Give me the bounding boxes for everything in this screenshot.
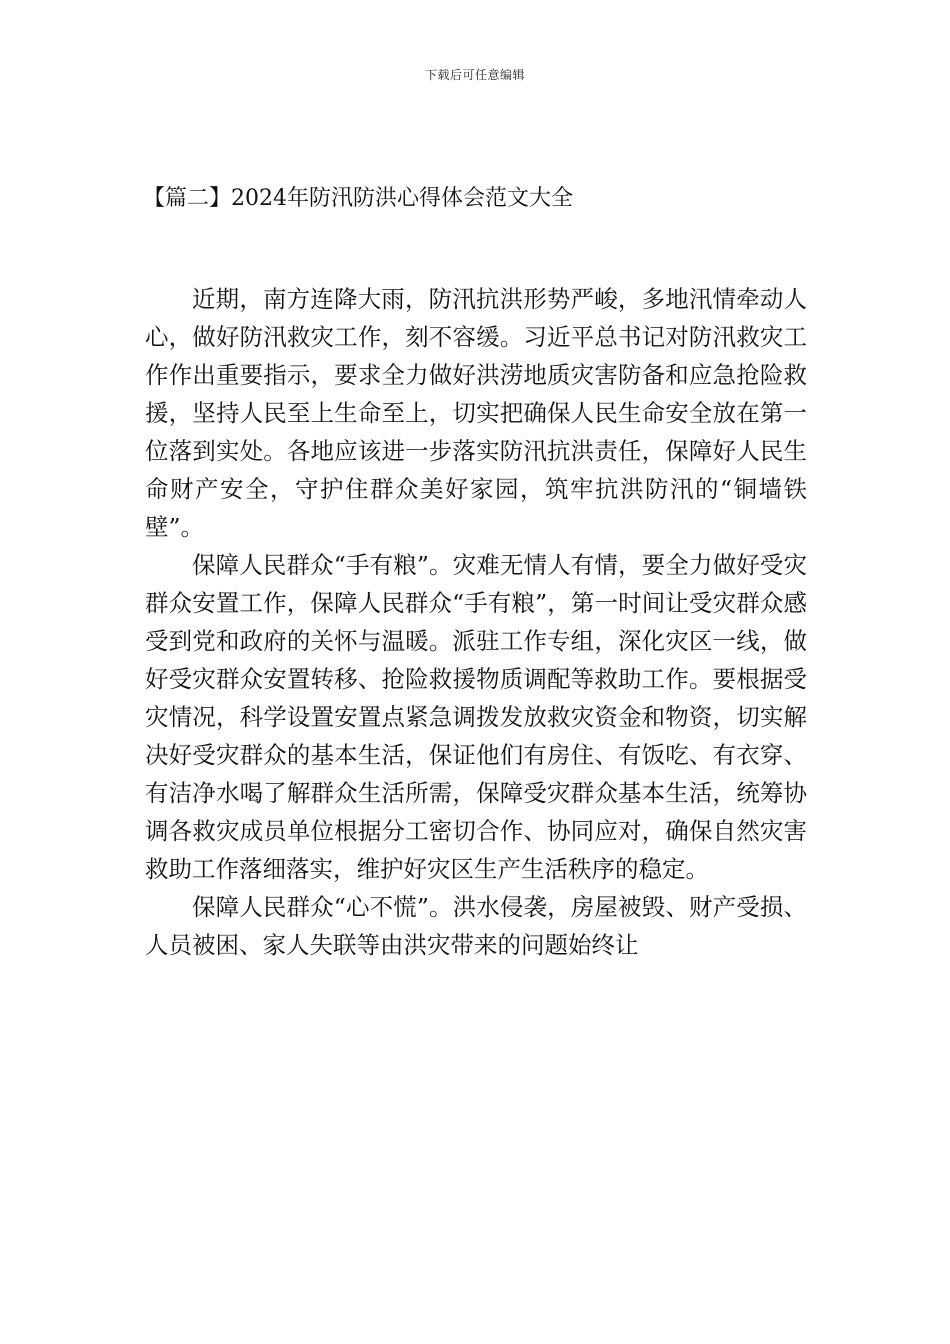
document-title: 【篇二】2024年防汛防洪心得体会范文大全 (143, 186, 573, 211)
paragraph-1: 近期，南方连降大雨，防汛抗洪形势严峻，多地汛情牵动人心，做好防汛救灾工作，刻不容缓。习近平总书记对防汛救灾工作作出重要指示，要求全力做好洪涝地质灾害防备和应急抢险救援，坚持人民至上生命至上，切实把确保人民生命安全放在第一位落到实处。各地应该进一步落实防汛抗洪责任，保障好人民生命财产安全，守护住群众美好家园，筑牢抗洪防汛的“铜墙铁壁”。 (145, 285, 807, 541)
paragraph-2: 保障人民群众“手有粮”。灾难无情人有情，要全力做好受灾群众安置工作，保障人民群众“手有粮”，第一时间让受灾群众感受到党和政府的关怀与温暖。派驻工作专组，深化灾区一线，做好受灾群众安置转移、抢险救援物质调配等救助工作。要根据受灾情况，科学设置安置点紧急调拨发放救灾资金和物资，切实解决好受灾群众的基本生活，保证他们有房住、有饭吃、有衣穿、有洁净水喝了解群众生活所需，保障受灾群众基本生活，统筹协调各救灾成员单位根据分工密切合作、协同应对，确保自然灾害救助工作落细落实，维护好灾区生产生活秩序的稳定。 (145, 551, 807, 883)
paragraph-3: 保障人民群众“心不慌”。洪水侵袭，房屋被毁、财产受损、人员被困、家人失联等由洪灾带来的问题始终让 (145, 893, 807, 959)
document-body (145, 280, 807, 964)
header-note: 下载后可任意编辑 (424, 68, 525, 82)
